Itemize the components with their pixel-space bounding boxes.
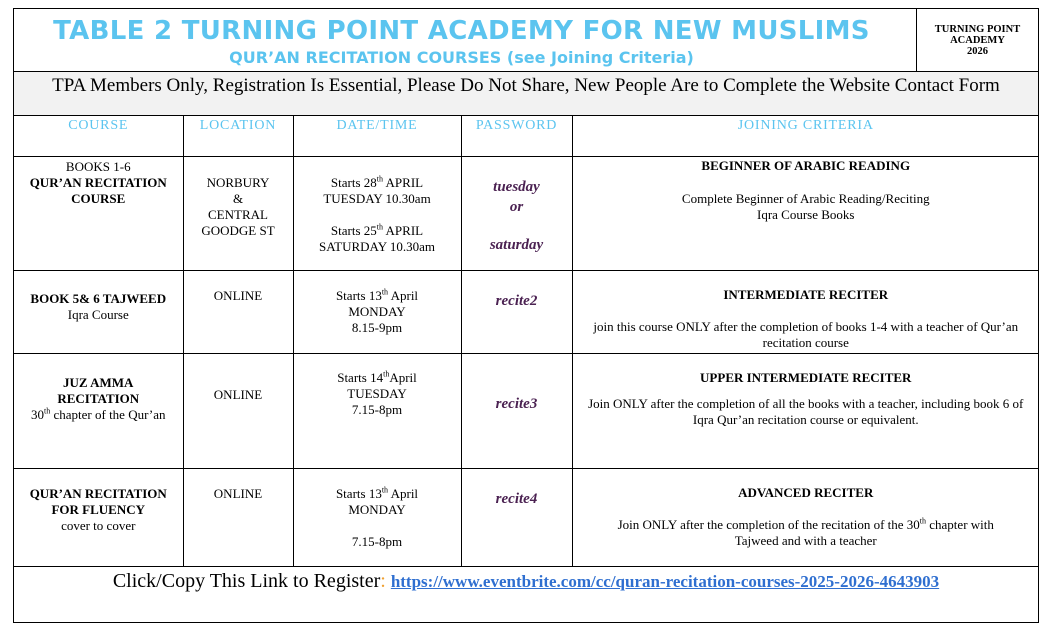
course-cell [14,468,183,566]
logo-line: TURNING POINT [934,24,1021,35]
register-footer [14,569,1038,594]
password-cell: recite2 [461,270,572,353]
course-cell [14,353,183,468]
location-cell: ONLINE [183,270,293,353]
datetime-line: 7.15-8pm [351,533,403,549]
course-detail [14,407,183,423]
datetime-text: Starts 14 [337,369,384,385]
datetime-line [294,288,461,304]
datetime-line: 7.15-8pm [351,401,403,417]
course-name: QUR’AN RECITATION COURSE [29,174,167,206]
course-detail: cover to cover [61,517,136,533]
criteria-title: UPPER INTERMEDIATE RECITER [700,369,912,385]
criteria-title: INTERMEDIATE RECITER [723,286,889,302]
password-cell: recite3 [461,353,572,468]
title-area [14,9,909,72]
column-header: PASSWORD [461,116,572,156]
criteria-text: Complete Beginner of Arabic Reading/Reciting [681,190,930,206]
table-row [14,270,1039,353]
datetime-line [294,223,461,239]
register-colon: : [380,570,386,592]
course-detail-text: chapter of the Qur’an [50,406,166,422]
datetime-cell [293,468,461,566]
datetime-text: APRIL [383,222,424,238]
course-detail: Iqra Course [67,306,129,322]
password-cell: recite4 [461,468,572,566]
datetime-text: Starts 25 [330,222,377,238]
datetime-line [294,370,461,386]
course-name: JUZ AMMA [63,374,134,390]
register-label: Click/Copy This Link to Register [112,570,381,592]
ordinal-suffix: th [44,406,51,416]
logo-line: 2026 [967,46,988,57]
criteria-cell [572,270,1039,353]
datetime-line: MONDAY [348,303,406,319]
datetime-text: APRIL [383,174,424,190]
ordinal-suffix: th [381,485,389,495]
datetime-text: Starts 13 [335,287,382,303]
criteria-text-part: chapter with Tajweed and with a teacher [734,516,994,548]
page-subtitle: QUR’AN RECITATION COURSES (see Joining Criteria) [229,48,694,67]
column-header: JOINING CRITERIA [572,116,1039,156]
course-cell [14,270,183,353]
course-cell [14,156,183,270]
criteria-cell [572,156,1039,270]
academy-logo [916,9,1038,72]
course-name: BOOK 5& 6 TAJWEED [30,290,167,306]
course-detail-text: 30 [31,406,44,422]
ordinal-suffix: th [376,222,383,232]
password-value: tuesday [493,178,540,195]
datetime-text: Starts 28 [330,174,377,190]
table-header-row [14,116,1039,156]
course-name: QUR’AN RECITATION [29,485,167,501]
courses-table [14,116,1039,567]
datetime-line: MONDAY [348,501,406,517]
ordinal-suffix: th [383,369,390,379]
ordinal-suffix: th [381,287,389,297]
location-cell [183,156,293,270]
course-name: FOR FLUENCY [51,501,146,517]
password-cell [461,156,572,270]
logo-line: ACADEMY [950,35,1005,46]
datetime-text: April [388,485,419,501]
criteria-text-part: Join ONLY after the completion of the recitation of the 30 [617,516,920,532]
datetime-text: April [388,287,419,303]
datetime-line [294,175,461,191]
criteria-title: ADVANCED RECITER [738,484,874,500]
password-value: saturday [489,236,544,253]
document [13,8,1039,623]
criteria-text: join this course ONLY after the completion of books 1-4 with a teacher of Qur’an recitation course [593,318,1019,350]
table-row [14,468,1039,566]
column-header: DATE/TIME [293,116,461,156]
datetime-line [294,486,461,502]
table-row [14,353,1039,468]
course-name: RECITATION [57,390,140,406]
ordinal-suffix: th [919,516,927,526]
column-header: COURSE [14,116,183,156]
criteria-cell [572,468,1039,566]
location-line: & [232,190,244,206]
datetime-line: TUESDAY 10.30am [323,190,431,206]
location-line: NORBURY [206,174,270,190]
page-title: TABLE 2 TURNING POINT ACADEMY FOR NEW MUSLIMS [53,16,870,46]
location-cell: ONLINE [183,353,293,468]
datetime-text: April [389,369,417,385]
datetime-line: SATURDAY 10.30am [318,238,436,254]
datetime-cell [293,156,461,270]
criteria-text: Join ONLY after the completion of all the books with a teacher, including book 6 of Iqra Qur’an recitation course or equivalent. [588,395,1024,427]
datetime-cell [293,270,461,353]
criteria-cell [572,353,1039,468]
datetime-line: TUESDAY [347,385,407,401]
table-row [14,156,1039,270]
datetime-line: 8.15-9pm [351,319,403,335]
notice-banner: TPA Members Only, Registration Is Essential, Please Do Not Share, New People Are to Complete the Website Contact Form [14,72,1038,116]
location-cell: ONLINE [183,468,293,566]
header [14,9,1038,72]
criteria-text: Iqra Course Books [757,206,855,222]
column-header: LOCATION [183,116,293,156]
criteria-text [613,517,1000,549]
location-line: CENTRAL [208,206,268,222]
location-line: GOODGE ST [201,222,275,238]
datetime-text: Starts 13 [335,485,382,501]
ordinal-suffix: th [376,174,383,184]
course-prefix: BOOKS 1-6 [65,158,131,174]
datetime-cell [293,353,461,468]
register-link[interactable]: https://www.eventbrite.com/cc/quran-recitation-courses-2025-2026-4643903 [390,572,940,591]
criteria-title: BEGINNER OF ARABIC READING [701,157,911,173]
password-separator: or [509,198,524,215]
